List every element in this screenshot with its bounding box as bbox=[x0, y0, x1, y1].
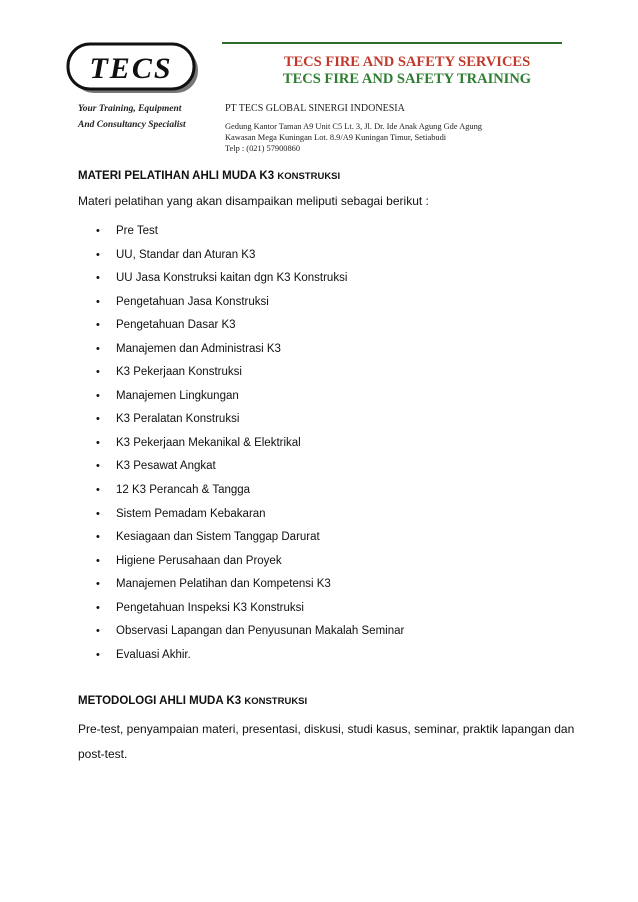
section-heading-metodologi bbox=[78, 695, 578, 707]
list-item bbox=[78, 457, 578, 481]
tagline-line1: Your Training, Equipment bbox=[78, 104, 182, 114]
list-item bbox=[78, 622, 578, 646]
list-item-label: Pre Test bbox=[116, 225, 158, 237]
bullet-icon: • bbox=[96, 389, 100, 402]
company-name: PT TECS GLOBAL SINERGI INDONESIA bbox=[225, 103, 405, 114]
list-item bbox=[78, 599, 578, 623]
bullet-icon: • bbox=[96, 366, 100, 379]
bullet-icon: • bbox=[96, 248, 100, 261]
list-item-label: Observasi Lapangan dan Penyusunan Makalah Seminar bbox=[116, 625, 405, 638]
logo-text: TECS bbox=[89, 52, 173, 85]
methodology-text: Pre-test, penyampaian materi, presentasi, diskusi, studi kasus, seminar, praktik lapangan dan post-test. bbox=[78, 722, 575, 762]
list-item bbox=[78, 434, 578, 458]
bullet-icon: • bbox=[96, 578, 100, 591]
heading-main: MATERI PELATIHAN AHLI MUDA K3 bbox=[78, 170, 275, 182]
title-training: TECS FIRE AND SAFETY TRAINING bbox=[282, 71, 532, 87]
list-item bbox=[78, 646, 578, 670]
list-item bbox=[78, 293, 578, 317]
tagline-line2: And Consultancy Specialist bbox=[78, 120, 186, 130]
list-item bbox=[78, 246, 578, 270]
bullet-icon: • bbox=[96, 342, 100, 355]
list-item-label: Evaluasi Akhir. bbox=[116, 648, 191, 661]
bullet-icon: • bbox=[96, 295, 100, 308]
list-item-label: 12 K3 Perancah & Tangga bbox=[116, 484, 251, 497]
list-item bbox=[78, 552, 578, 576]
list-item-label: UU Jasa Konstruksi kaitan dgn K3 Konstruksi bbox=[116, 272, 348, 285]
list-item-label: Manajemen Pelatihan dan Kompetensi K3 bbox=[116, 578, 331, 591]
bullet-icon: • bbox=[96, 413, 100, 426]
bullet-icon: • bbox=[96, 601, 100, 614]
list-item-label: K3 Peralatan Konstruksi bbox=[116, 413, 240, 426]
list-item-label: Pengetahuan Dasar K3 bbox=[116, 319, 236, 332]
bullet-icon: • bbox=[96, 225, 100, 237]
address-line2: Kawasan Mega Kuningan Lot. 8.9/A9 Kuningan Timur, Setiabudi bbox=[225, 133, 447, 142]
list-item-label: Higiene Perusahaan dan Proyek bbox=[116, 554, 282, 567]
list-item bbox=[78, 387, 578, 411]
list-item-label: K3 Pesawat Angkat bbox=[116, 460, 216, 473]
tecs-logo bbox=[66, 42, 202, 96]
list-item bbox=[78, 410, 578, 434]
list-item bbox=[78, 340, 578, 364]
list-item-label: Manajemen dan Administrasi K3 bbox=[116, 342, 281, 355]
company-address bbox=[225, 121, 482, 154]
list-item-label: Kesiagaan dan Sistem Tanggap Darurat bbox=[116, 531, 320, 544]
bullet-icon: • bbox=[96, 484, 100, 497]
phone: Telp : (021) 57900860 bbox=[225, 144, 301, 153]
bullet-icon: • bbox=[96, 436, 100, 449]
module-list bbox=[78, 222, 578, 669]
address-line1: Gedung Kantor Taman A9 Unit C5 Lt. 3, Jl. Dr. Ide Anak Agung Gde Agung bbox=[225, 122, 482, 131]
header-titles bbox=[222, 42, 562, 88]
list-item-label: Pengetahuan Inspeksi K3 Konstruksi bbox=[116, 601, 304, 614]
list-item bbox=[78, 316, 578, 340]
bullet-icon: • bbox=[96, 272, 100, 285]
bullet-icon: • bbox=[96, 460, 100, 473]
title-services: TECS FIRE AND SAFETY SERVICES bbox=[283, 54, 531, 70]
intro-text: Materi pelatihan yang akan disampaikan meliputi sebagai berikut : bbox=[78, 194, 429, 208]
list-item bbox=[78, 575, 578, 599]
list-item-label: Manajemen Lingkungan bbox=[116, 389, 239, 402]
list-item bbox=[78, 481, 578, 505]
list-item bbox=[78, 528, 578, 552]
list-item-label: Sistem Pemadam Kebakaran bbox=[116, 507, 266, 520]
tagline bbox=[78, 101, 186, 133]
section-heading-materi bbox=[78, 170, 578, 182]
list-item bbox=[78, 269, 578, 293]
bullet-icon: • bbox=[96, 625, 100, 638]
list-item-label: Pengetahuan Jasa Konstruksi bbox=[116, 295, 269, 308]
list-item bbox=[78, 505, 578, 529]
heading-small: KONSTRUKSI bbox=[244, 696, 308, 708]
list-item bbox=[78, 222, 578, 246]
bullet-icon: • bbox=[96, 531, 100, 544]
list-item-label: K3 Pekerjaan Mekanikal & Elektrikal bbox=[116, 436, 301, 449]
bullet-icon: • bbox=[96, 648, 100, 661]
bullet-icon: • bbox=[96, 319, 100, 332]
heading-main: METODOLOGI AHLI MUDA K3 bbox=[78, 695, 242, 708]
bullet-icon: • bbox=[96, 507, 100, 520]
bullet-icon: • bbox=[96, 554, 100, 567]
list-item bbox=[78, 363, 578, 387]
list-item-label: UU, Standar dan Aturan K3 bbox=[116, 248, 256, 261]
list-item-label: K3 Pekerjaan Konstruksi bbox=[116, 366, 242, 379]
heading-small: KONSTRUKSI bbox=[277, 171, 341, 182]
document-body bbox=[78, 170, 578, 767]
